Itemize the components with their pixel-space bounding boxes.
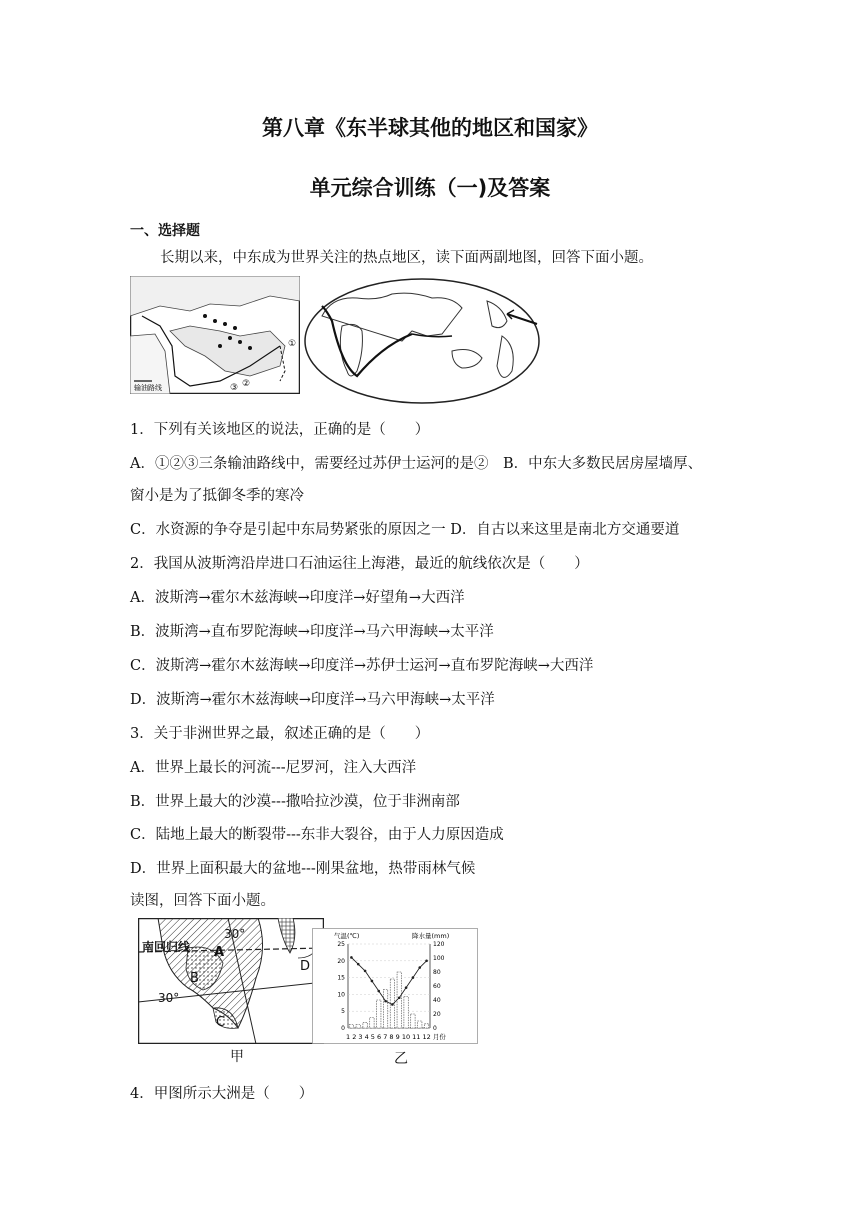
marker-2: ② bbox=[242, 379, 251, 389]
temperature-point bbox=[357, 963, 360, 966]
marker-3: ③ bbox=[230, 383, 239, 393]
precip-bar bbox=[363, 1022, 367, 1028]
left-tick-label: 20 bbox=[337, 957, 345, 965]
precip-bar bbox=[349, 1025, 353, 1029]
temperature-point bbox=[405, 986, 408, 989]
temperature-point bbox=[364, 970, 367, 973]
month-axis-label: 1 2 3 4 5 6 7 8 9 10 11 12 月份 bbox=[346, 1033, 446, 1041]
precip-bar bbox=[356, 1025, 360, 1029]
temperature-point bbox=[371, 980, 374, 983]
precip-bar bbox=[418, 1021, 422, 1028]
q3-option-c: C．陆地上最大的断裂带---东非大裂谷，由于人力原因造成 bbox=[130, 827, 504, 843]
right-tick-label: 40 bbox=[433, 997, 441, 1004]
read-figure-prompt: 读图，回答下面小题。 bbox=[130, 893, 275, 909]
precip-bar bbox=[404, 997, 408, 1029]
q2-option-a: A．波斯湾→霍尔木兹海峡→印度洋→好望角→大西洋 bbox=[130, 590, 465, 606]
left-tick-label: 5 bbox=[341, 1008, 345, 1016]
intro-text: 长期以来，中东成为世界关注的热点地区，读下面两副地图，回答下面小题。 bbox=[160, 250, 653, 266]
left-tick-label: 15 bbox=[337, 974, 345, 982]
figure-jia-map bbox=[138, 918, 324, 1044]
q1-option-c: C．水资源的争夺是引起中东局势紧张的原因之一 D．自古以来这里是南北方交通要道 bbox=[130, 522, 680, 538]
page-subtitle: 单元综合训练（一)及答案 bbox=[309, 176, 551, 200]
right-tick-label: 120 bbox=[433, 941, 445, 948]
q2-option-b: B．波斯湾→直布罗陀海峡→印度洋→马六甲海峡→太平洋 bbox=[130, 624, 494, 640]
caption-yi: 乙 bbox=[394, 1051, 408, 1067]
world-route-map bbox=[302, 276, 542, 406]
temperature-point bbox=[391, 1003, 394, 1006]
q3-option-d: D．世界上面积最大的盆地---刚果盆地，热带雨林气候 bbox=[130, 861, 476, 877]
q2-option-c: C．波斯湾→霍尔木兹海峡→印度洋→苏伊士运河→直布罗陀海峡→大西洋 bbox=[130, 658, 594, 674]
label-b: B bbox=[190, 971, 199, 986]
left-tick-label: 10 bbox=[337, 991, 345, 999]
precip-bar bbox=[377, 1000, 381, 1028]
q3-option-b: B．世界上最大的沙漠---撒哈拉沙漠，位于非洲南部 bbox=[130, 794, 460, 810]
q1-option-a-cont: 窗小是为了抵御冬季的寒冷 bbox=[130, 488, 304, 504]
tropic-label: 南回归线 bbox=[142, 940, 191, 954]
right-tick-label: 80 bbox=[433, 969, 441, 976]
precip-bar bbox=[370, 1018, 374, 1029]
right-axis-title: 降水量(mm) bbox=[412, 932, 450, 940]
temperature-point bbox=[350, 956, 353, 959]
left-tick-label: 0 bbox=[341, 1025, 345, 1032]
precip-bar bbox=[411, 1014, 415, 1028]
middle-east-map bbox=[130, 276, 300, 394]
lat-30-left: 30° bbox=[158, 991, 180, 1005]
temperature-point bbox=[384, 1000, 387, 1003]
lat-30-top: 30° bbox=[224, 927, 246, 941]
temperature-point bbox=[418, 966, 421, 969]
q1-option-a: A．①②③三条输油路线中，需要经过苏伊士运河的是② B．中东大多数民居房屋墙厚、 bbox=[130, 456, 703, 472]
caption-jia: 甲 bbox=[230, 1049, 244, 1065]
temperature-point bbox=[398, 996, 401, 999]
left-axis-title: 气温(℃) bbox=[334, 932, 360, 940]
section-heading: 一、选择题 bbox=[130, 223, 200, 239]
temperature-point bbox=[377, 990, 380, 993]
q1-stem: 1．下列有关该地区的说法，正确的是（ ） bbox=[130, 422, 430, 438]
figure-yi-climate-chart bbox=[312, 928, 478, 1044]
q3-option-a: A．世界上最长的河流---尼罗河，注入大西洋 bbox=[130, 760, 417, 776]
q2-option-d: D．波斯湾→霍尔木兹海峡→印度洋→马六甲海峡→太平洋 bbox=[130, 692, 495, 708]
right-tick-label: 60 bbox=[433, 983, 441, 990]
q2-stem: 2．我国从波斯湾沿岸进口石油运往上海港，最近的航线依次是（ ） bbox=[130, 556, 589, 572]
right-tick-label: 100 bbox=[433, 955, 445, 962]
legend-route-label: 输油路线 bbox=[134, 384, 162, 392]
right-tick-label: 20 bbox=[433, 1011, 441, 1018]
precip-bar bbox=[383, 990, 387, 1029]
precip-bar bbox=[397, 972, 401, 1028]
temperature-point bbox=[425, 960, 428, 963]
right-tick-label: 0 bbox=[433, 1025, 437, 1032]
label-d: D bbox=[300, 959, 311, 974]
temperature-point bbox=[412, 976, 415, 979]
precip-bar bbox=[424, 1024, 428, 1028]
label-c: C bbox=[216, 1015, 226, 1030]
q4-stem: 4．甲图所示大洲是（ ） bbox=[130, 1086, 314, 1102]
label-a: A bbox=[214, 945, 225, 960]
marker-1: ① bbox=[288, 339, 297, 349]
left-tick-label: 25 bbox=[337, 941, 345, 948]
page-title: 第八章《东半球其他的地区和国家》 bbox=[262, 116, 598, 140]
q3-stem: 3．关于非洲世界之最，叙述正确的是（ ） bbox=[130, 726, 430, 742]
